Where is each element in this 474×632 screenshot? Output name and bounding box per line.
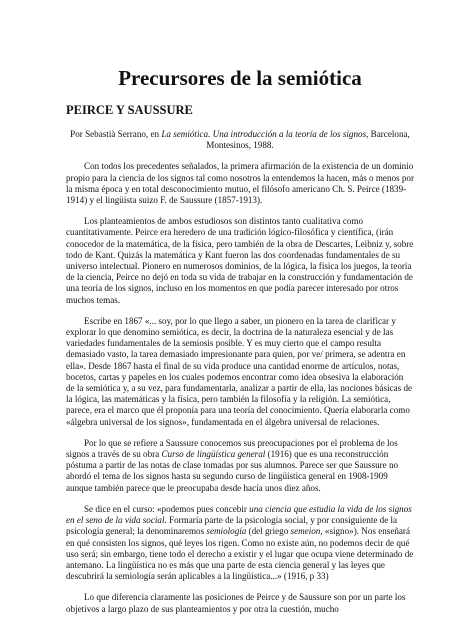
- paragraph-5-term: semiología: [206, 526, 247, 537]
- paragraph-4-text-a: Por lo que se refiere a Saussure conocemos sus preocupaciones por el problema de los signos a través de su obra: [66, 437, 398, 460]
- paragraph-5-text-d: , «signo»). Nos enseñará en qué consisten los signos, qué leyes los rigen. Como no existe aún, no podemos decir de qué uso será; sin embargo, tiene todo el derecho a existir y el lugar que ocupa viene determinado de antemano. La lingüística no es más que una parte de esta ciencia general y las leyes que descubrirá la semiología serán aplicables a la lingüística...» (1916, p 33): [66, 526, 414, 582]
- paragraph-2: Los planteamientos de ambos estudiosos son distintos tanto cualitativa como cuantitativamente. Peirce era heredero de una tradición lógico-filosófica y científica, (irán conocedor de la matemática, de la física, pero también de la obra de Descartes, Leibniz y, sobre todo de Kant. Quizás la matemática y Kant fueron las dos coordenadas fundamentales de su universo intelectual. Pionero en numerosos dominios, de la lógica, la física los juegos, la teoría de la ciencia, Peirce no dejó en toda su vida de trabajar en la construcción y fundamentación de una teoría de los signos, incluso en los momentos en que podía parecer interesado por otros muchos temas.: [66, 216, 414, 305]
- paragraph-6: Lo que diferencia claramente las posiciones de Peirce y de Saussure son por un parte los objetivos a largo plazo de sus planteamientos y por otra la cuestión, mucho: [66, 592, 406, 614]
- paragraph-5-greek-word: semeion: [290, 526, 321, 537]
- paragraph-1: Con todos los precedentes señalados, la primera afirmación de la existencia de un dominio propio para la ciencia de los signos tal como nosotros la entendemos la hacen, más o menos por la misma época y en total desconocimiento mutuo, el filósofo americano Ch. S. Peirce (1839-1914) y el lingüista suizo F. de Saussure (1857-1913).: [66, 161, 414, 206]
- citation-book-title: La semiótica. Una introducción a la teoría de los signos: [161, 129, 367, 139]
- citation-prefix: Por Sebastià Serrano, en: [70, 129, 162, 139]
- section-heading: PEIRCE Y SAUSSURE: [66, 103, 193, 117]
- paragraph-5-quote: una ciencia que estudia la vida de los signos en el seno de la vida social: [66, 503, 412, 526]
- paragraph-5-text-b: . Formaría parte de la psicología social, y por consiguiente de la psicología general; la denominaremos: [66, 515, 398, 537]
- paragraph-5: [66, 504, 414, 582]
- paragraph-5-text-c: (del griego: [246, 526, 291, 537]
- page-title: Precursores de la semiótica: [118, 66, 362, 90]
- paragraph-3: Escribe en 1867 «... soy, por lo que llego a saber, un pionero en la tarea de clarificar y explorar lo que denomino semiótica, es decir, la doctrina de la naturaleza esencial y de las variedades fundamentales de la semiosis posible. Y es muy cierto que el campo resulta demasiado vasto, la tarea demasiado impresionante para quien, por ve/ primera, se adentra en ella». Desde 1867 hasta el final de su vida produce una cantidad enorme de artículos, notas, bocetos, cartas y papeles en los cuales podemos encontrar como idea obsesiva la elaboración de la semiótica y, a su vez, para fundamentarla, analizar a partir de ella, las nociones básicas de la lógica, las matemáticas y la física, pero también la filosofía y la religión. La semiótica, parece, era el marco que él proponía para una teoría del conocimiento. Quería elaborarla como «álgebra universal de los signos», fundamentada en el álgebra universal de relaciones.: [66, 315, 413, 427]
- paragraph-4: [66, 438, 414, 494]
- paragraph-5-text-a: Se dice en el curso: «podemos pues concebir: [84, 503, 250, 514]
- paragraph-4-book-title: Curso de lingüística general: [161, 449, 266, 460]
- paragraph-4-text-b: (1916) que es una reconstrucción póstuma a partir de las notas de clase tomadas por sus alumnos. Parece ser que Saussure no abordó el tema de los signos hasta su segundo curso de lingüística general en 1908-1909 aunque también parece que le preocupaba desde hacía unos diez años.: [66, 449, 399, 493]
- citation-suffix: , Barcelona, Montesinos, 1988.: [206, 129, 410, 151]
- source-citation: [66, 129, 414, 151]
